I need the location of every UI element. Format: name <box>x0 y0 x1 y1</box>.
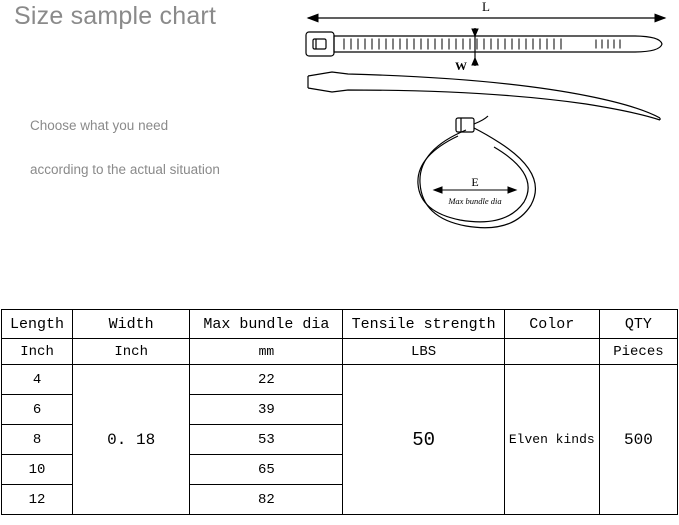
cell-tensile-value: 50 <box>343 365 504 515</box>
table-units-row <box>2 339 678 365</box>
cell-dia: 22 <box>190 365 343 395</box>
width-label: W <box>455 59 467 73</box>
cable-tie-bent <box>308 72 660 120</box>
cell-dia: 82 <box>190 485 343 515</box>
unit-width: Inch <box>73 339 190 365</box>
cable-tie-straight <box>306 32 662 56</box>
header-tensile-strength: Tensile strength <box>343 310 504 339</box>
bundle-caption: Max bundle dia <box>448 196 502 206</box>
header-color: Color <box>504 310 599 339</box>
page-title: Size sample chart <box>14 2 217 30</box>
length-label: L <box>482 0 490 14</box>
cell-dia: 39 <box>190 395 343 425</box>
intro-line-1: Choose what you need <box>30 118 169 133</box>
table-header-row <box>2 310 678 339</box>
unit-qty: Pieces <box>599 339 677 365</box>
cell-color-value: Elven kinds <box>504 365 599 515</box>
length-dimension <box>308 14 665 22</box>
cable-tie-diagram <box>288 0 679 240</box>
intro-line-2: according to the actual situation <box>30 162 220 177</box>
cell-qty-value: 500 <box>599 365 677 515</box>
header-length: Length <box>2 310 73 339</box>
bundle-label: E <box>471 175 479 189</box>
cell-length: 8 <box>2 425 73 455</box>
unit-color <box>504 339 599 365</box>
cell-length: 10 <box>2 455 73 485</box>
header-width: Width <box>73 310 190 339</box>
cell-dia: 53 <box>190 425 343 455</box>
unit-max-bundle-dia: mm <box>190 339 343 365</box>
cell-length: 6 <box>2 395 73 425</box>
cell-width-value: 0. 18 <box>73 365 190 515</box>
table-row <box>2 365 678 395</box>
cell-dia: 65 <box>190 455 343 485</box>
size-table <box>1 309 678 515</box>
cell-length: 4 <box>2 365 73 395</box>
cable-tie-loop <box>418 116 536 228</box>
header-qty: QTY <box>599 310 677 339</box>
unit-length: Inch <box>2 339 73 365</box>
unit-tensile-strength: LBS <box>343 339 504 365</box>
header-max-bundle-dia: Max bundle dia <box>190 310 343 339</box>
cell-length: 12 <box>2 485 73 515</box>
